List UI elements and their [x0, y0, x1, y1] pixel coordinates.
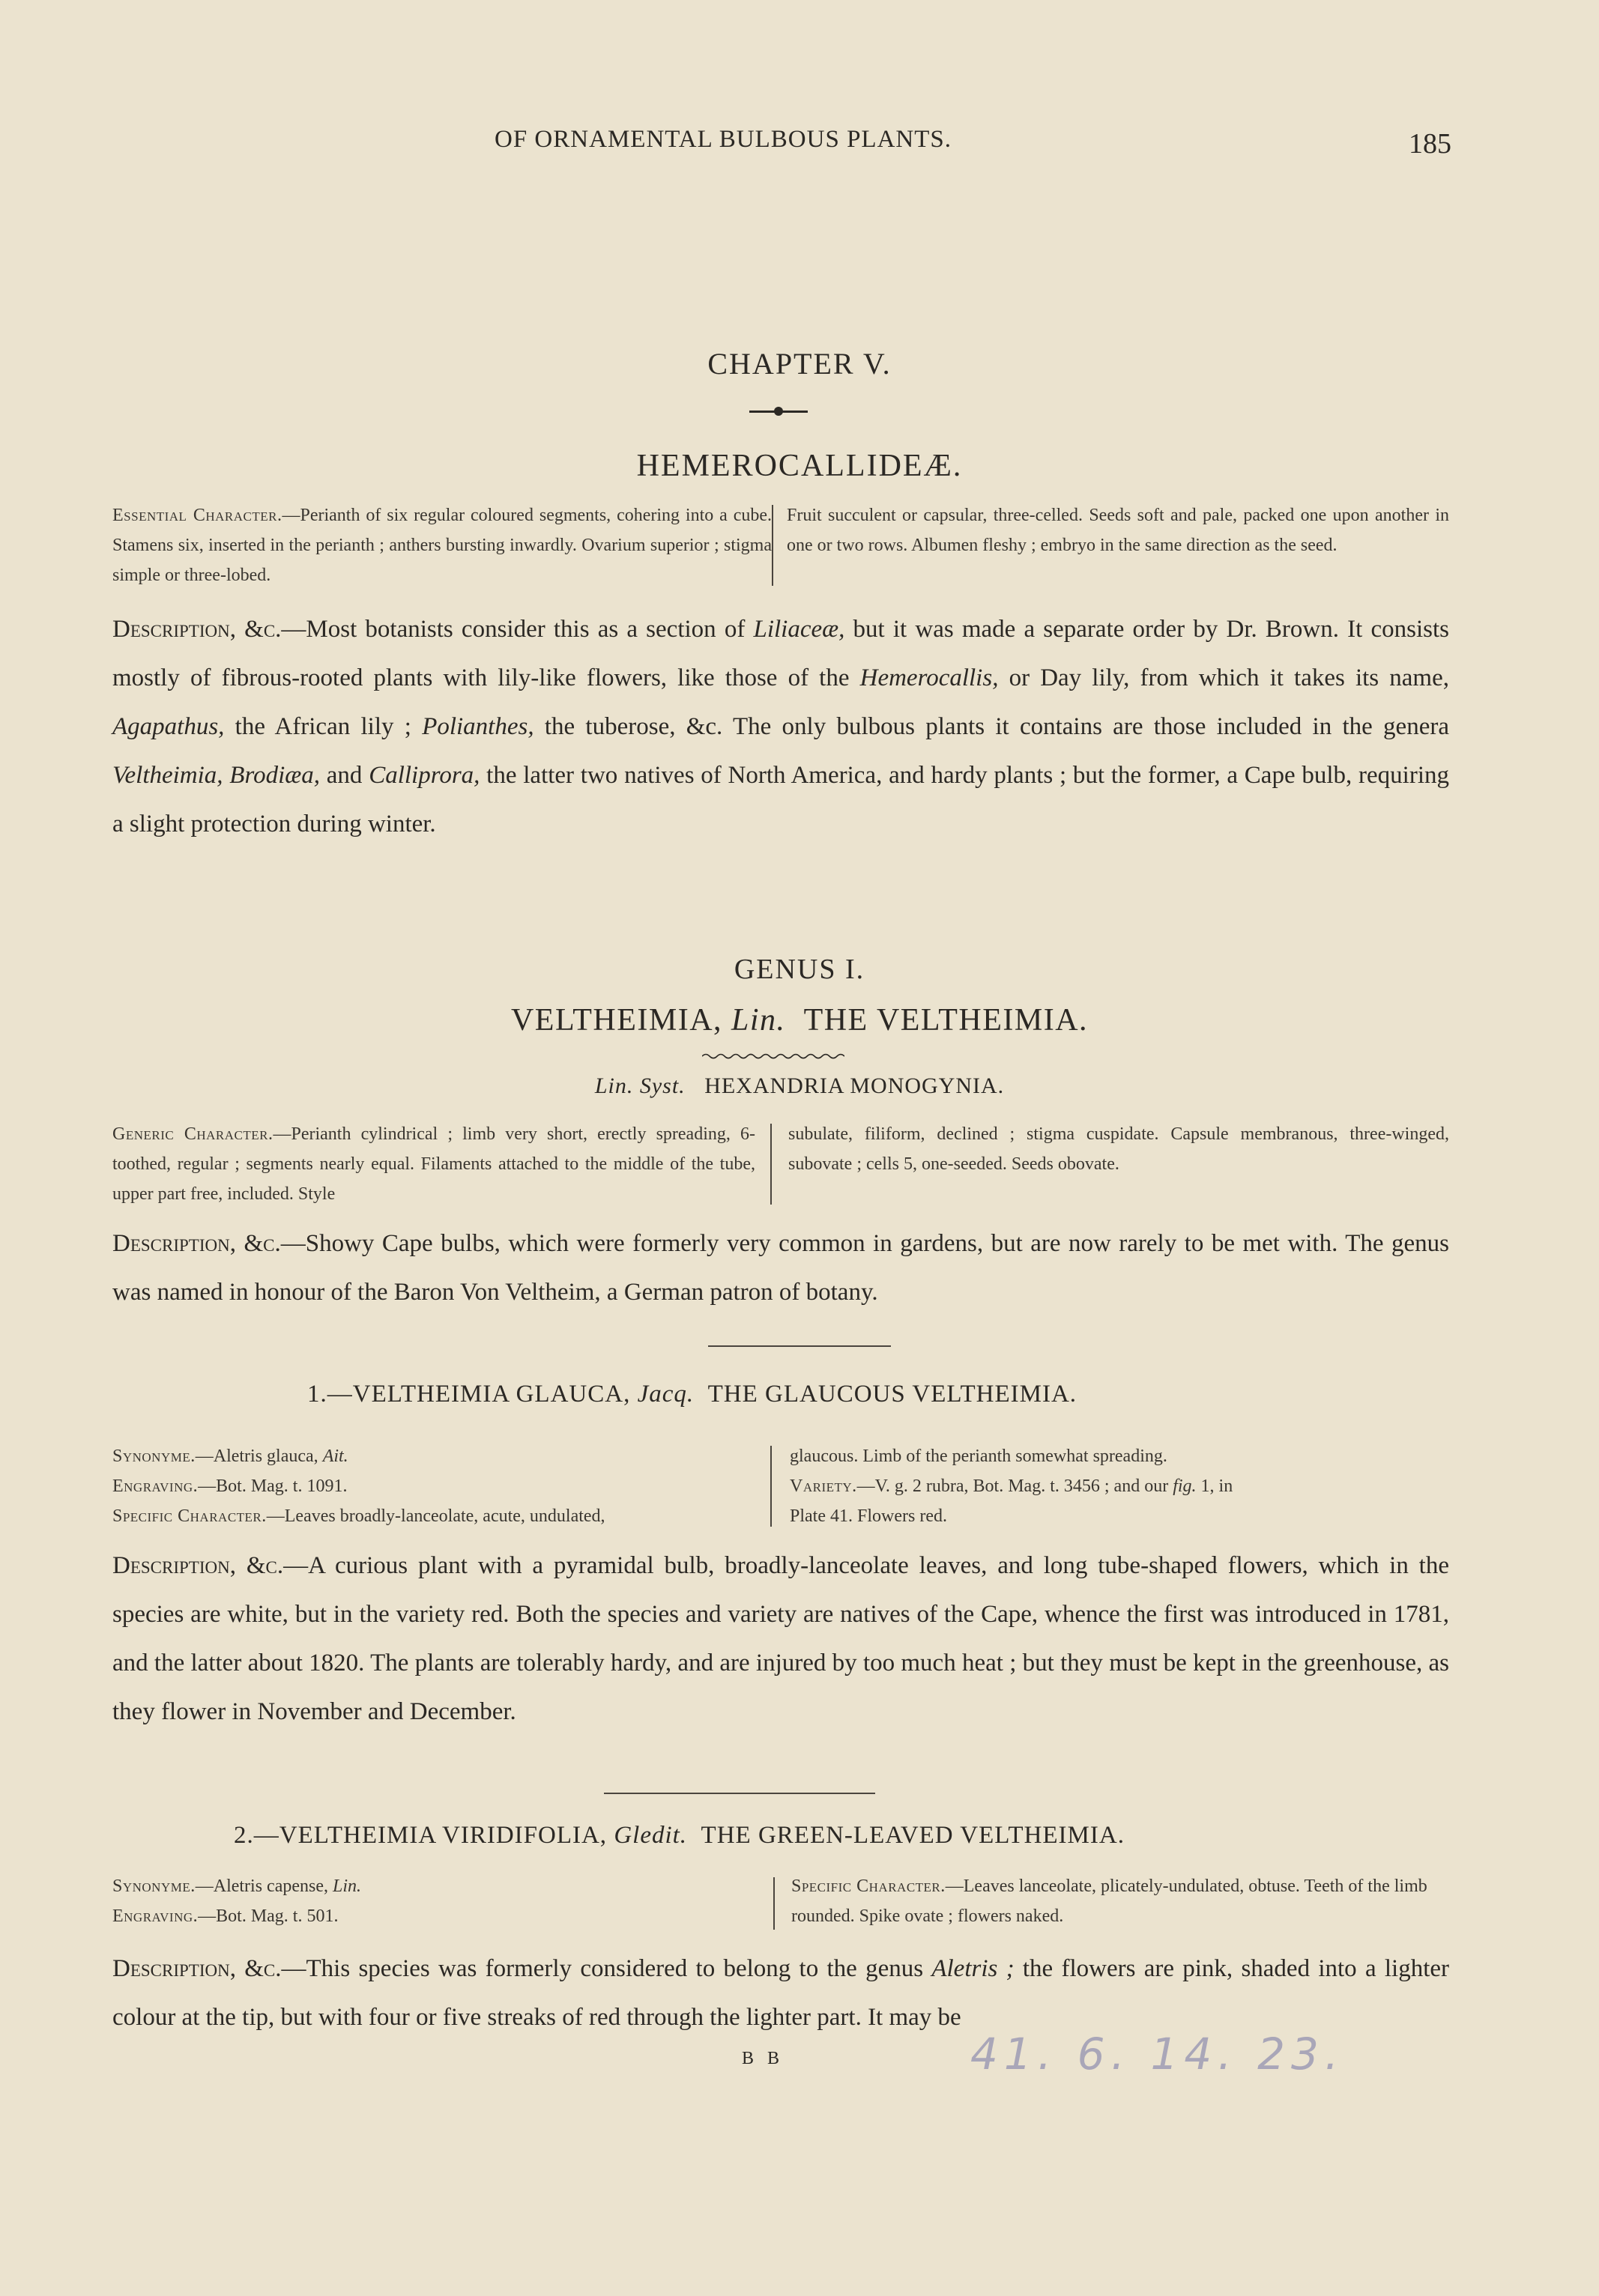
synonyme-line: [112, 1871, 764, 1901]
text-run: the African lily ;: [224, 713, 423, 740]
running-head: OF ORNAMENTAL BULBOUS PLANTS.: [495, 126, 952, 153]
signature-mark: B B: [742, 2049, 785, 2068]
pencil-annotation: 41. 6. 14. 23.: [970, 2029, 1345, 2080]
species-authority: Jacq.: [637, 1381, 695, 1408]
italic-run: fig.: [1173, 1476, 1197, 1496]
species-common-name: THE GREEN-LEAVED VELTHEIMIA.: [701, 1822, 1125, 1849]
essential-character-text: —Perianth of six regular coloured segments, cohering into a cube. Stamens six, inserted in the perianth ; anthers bursting inwardly. Ovarium superior ; stigma simple or three-lobed.: [112, 506, 773, 585]
italic-run: Ait.: [322, 1447, 348, 1466]
text-run: —Leaves broadly-lanceolate, acute, undulated,: [266, 1506, 605, 1526]
essential-character-right: Fruit succulent or capsular, three-celled. Seeds soft and pale, packed one upon another in one or two rows. Albumen fleshy ; embryo in the same direction as the seed.: [787, 506, 1449, 555]
engraving-label: Engraving.: [112, 1906, 199, 1926]
section-rule: [708, 1345, 891, 1347]
description-label: Description, &c.: [112, 1230, 281, 1257]
species-2-description: [112, 1945, 1449, 2042]
species-1-right: [790, 1441, 1449, 1531]
species-name: 2.—VELTHEIMIA VIRIDIFOLIA,: [234, 1822, 608, 1849]
wavy-ornament: [702, 1052, 844, 1060]
specific-character-line: [112, 1501, 764, 1531]
description-label: Description, &c.: [112, 1955, 282, 1982]
text-run: or Day lily, from which it takes its name,: [998, 664, 1449, 691]
specific-character-label: Specific Character.: [791, 1877, 946, 1896]
text-run: —A curious plant with a pyramidal bulb, broadly-lanceolate leaves, and long tube-shaped flowers, which in the species are white, but in the variety red. Both the species and variety are natives of the Cape, whence the first was introduced in 1781, and the latter about 1820. The plants are tolerably hardy, and are injured by too much heat ; but they must be kept in the greenhouse, as they flower in November and December.: [112, 1552, 1449, 1725]
synonyme-label: Synonyme.: [112, 1877, 196, 1896]
text-run: but it was made a separate order by Dr. Brown. It consists mostly of fibrous-rooted plants with lily-like flowers, like those of the: [112, 616, 1449, 691]
text-run: —Bot. Mag. t. 501.: [198, 1906, 339, 1926]
species-2-title: [234, 1822, 1125, 1850]
essential-character-left: [112, 500, 772, 590]
description-label: Description, &c.: [112, 1552, 284, 1579]
column-divider: [770, 1124, 772, 1205]
species-2-left: [112, 1871, 764, 1931]
variety-label: Variety.: [790, 1476, 857, 1496]
lin-syst-label: Lin. Syst.: [594, 1073, 686, 1098]
engraving-label: Engraving.: [112, 1476, 199, 1496]
italic-run: Liliaceæ,: [753, 616, 845, 643]
species-name: 1.—VELTHEIMIA GLAUCA,: [307, 1381, 631, 1408]
chapter-title: CHAPTER V.: [707, 347, 892, 381]
family-title: HEMEROCALLIDEÆ.: [636, 449, 963, 483]
family-description: [112, 605, 1449, 849]
text-run: —Most botanists consider this as a section of: [281, 616, 754, 643]
text-run: —Leaves lanceolate, plicately-undulated, obtuse. Teeth of the limb rounded. Spike ovate ; flowers naked.: [791, 1877, 1427, 1926]
text-run: —Showy Cape bulbs, which were formerly very common in gardens, but are now rarely to be met with. The genus was named in honour of the Baron Von Veltheim, a German patron of botany.: [112, 1230, 1449, 1306]
engraving-line: [112, 1471, 764, 1501]
genus-title: [0, 1002, 1599, 1038]
essential-character-label: Essential Character.: [112, 506, 282, 525]
variety-line: [790, 1471, 1449, 1501]
page-number: 185: [1409, 128, 1451, 160]
species-1-title: [307, 1381, 1077, 1408]
italic-run: Agapathus,: [112, 713, 225, 740]
engraving-line: [112, 1901, 764, 1931]
text-run: 1, in: [1196, 1476, 1233, 1496]
synonyme-label: Synonyme.: [112, 1447, 196, 1466]
species-1-description: [112, 1542, 1449, 1736]
ornament-dot: [774, 407, 783, 416]
text-run: and: [320, 762, 369, 789]
genus-name: VELTHEIMIA,: [510, 1003, 723, 1038]
species-authority: Gledit.: [614, 1822, 688, 1849]
generic-character-label: Generic Character.: [112, 1124, 273, 1144]
genus-authority: Lin.: [731, 1003, 786, 1038]
section-rule: [604, 1793, 875, 1794]
text-run: —Aletris capense,: [195, 1877, 333, 1896]
specific-character-label: Specific Character.: [112, 1506, 267, 1526]
text-line: Plate 41. Flowers red.: [790, 1506, 947, 1526]
text-run: the tuberose, &c. The only bulbous plants it contains are those included in the genera: [533, 713, 1449, 740]
italic-run: Lin.: [333, 1877, 362, 1896]
generic-character-left: [112, 1119, 755, 1209]
species-common-name: THE GLAUCOUS VELTHEIMIA.: [707, 1381, 1077, 1408]
synonyme-line: [112, 1441, 764, 1471]
italic-run: Veltheimia, Brodiæa,: [112, 762, 321, 789]
linnaean-class: HEXANDRIA MONOGYNIA.: [704, 1073, 1005, 1098]
text-run: —Bot. Mag. t. 1091.: [198, 1476, 348, 1496]
text-line: glaucous. Limb of the perianth somewhat spreading.: [790, 1447, 1167, 1466]
genus-common-name: THE VELTHEIMIA.: [803, 1003, 1089, 1038]
column-divider: [772, 505, 773, 586]
generic-character-text: —Perianth cylindrical ; limb very short, erectly spreading, 6-toothed, regular ; segments nearly equal. Filaments attached to the middle of the tube, upper part free, included. Style: [112, 1124, 755, 1204]
description-label: Description, &c.: [112, 616, 282, 643]
italic-run: Aletris ;: [931, 1955, 1015, 1982]
genus-description: [112, 1220, 1449, 1317]
italic-run: Hemerocallis,: [859, 664, 999, 691]
text-run: —This species was formerly considered to belong to the genus: [281, 1955, 932, 1982]
generic-character-right: subulate, filiform, declined ; stigma cuspidate. Capsule membranous, three-winged, subovate ; cells 5, one-seeded. Seeds obovate.: [788, 1124, 1449, 1174]
genus-label: GENUS I.: [734, 954, 865, 985]
species-2-right: [791, 1871, 1449, 1931]
linnaean-system: [0, 1073, 1599, 1099]
italic-run: Polianthes,: [422, 713, 534, 740]
column-divider: [773, 1877, 775, 1930]
text-run: —V. g. 2 rubra, Bot. Mag. t. 3456 ; and our: [856, 1476, 1173, 1496]
text-run: the latter two natives of North America, and hardy plants ; but the former, a Cape bulb, requiring a slight protection during winter.: [112, 762, 1449, 837]
column-divider: [770, 1446, 772, 1527]
text-run: —Aletris glauca,: [195, 1447, 323, 1466]
species-1-left: [112, 1441, 764, 1531]
text-run: the flowers are pink, shaded into a lighter colour at the tip, but with four or five streaks of red through the lighter part. It may be: [112, 1955, 1450, 2031]
italic-run: Calliprora,: [369, 762, 480, 789]
